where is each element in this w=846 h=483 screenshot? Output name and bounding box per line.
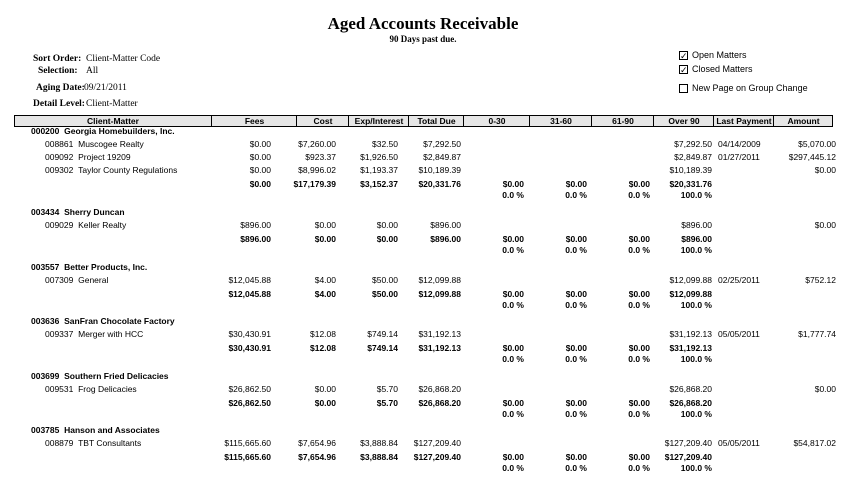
- fees-cell: $0.00: [249, 152, 271, 162]
- total-31-60: $0.00: [565, 452, 587, 462]
- fees-cell: $0.00: [249, 165, 271, 175]
- amount-cell: $752.12: [805, 275, 836, 285]
- detail-level-value: Client-Matter: [86, 99, 138, 109]
- total-61-90: $0.00: [628, 179, 650, 189]
- col-last-payment: Last Payment: [713, 116, 774, 126]
- total-31-60: $0.00: [565, 289, 587, 299]
- pct-31-60: 0.0 %: [565, 354, 587, 364]
- fees-cell: $30,430.91: [228, 329, 271, 339]
- open-matters-checkbox[interactable]: ✓: [680, 51, 688, 61]
- total-0-30: $0.00: [502, 398, 524, 408]
- pct-31-60: 0.0 %: [565, 245, 587, 255]
- pct-over90: 100.0 %: [680, 354, 712, 364]
- over90-cell: $2,849.87: [674, 152, 712, 162]
- col-total-due: Total Due: [408, 116, 464, 126]
- total-over90: $127,209.40: [664, 452, 712, 462]
- over90-cell: $10,189.39: [669, 165, 712, 175]
- closed-matters-label: Closed Matters: [692, 64, 753, 74]
- col-exp-interest: Exp/Interest: [348, 116, 409, 126]
- pct-over90: 100.0 %: [680, 463, 712, 473]
- matter-row-label: 009531 Frog Delicacies: [45, 384, 137, 394]
- matter-row-label: 008879 TBT Consultants: [45, 438, 142, 448]
- pct-61-90: 0.0 %: [628, 245, 650, 255]
- over90-cell: $896.00: [681, 220, 712, 230]
- col-amount: Amount: [773, 116, 833, 126]
- new-page-label: New Page on Group Change: [692, 83, 808, 93]
- total-cost: $17,179.39: [293, 179, 336, 189]
- matter-row-label: 009337 Merger with HCC: [45, 329, 144, 339]
- open-matters-label: Open Matters: [692, 50, 747, 60]
- total-over90: $896.00: [681, 234, 712, 244]
- cost-cell: $0.00: [314, 384, 336, 394]
- total-due: $896.00: [430, 234, 461, 244]
- pct-0-30: 0.0 %: [502, 463, 524, 473]
- total-cell: $26,868.20: [418, 384, 461, 394]
- total-0-30: $0.00: [502, 179, 524, 189]
- matter-row-label: 009029 Keller Realty: [45, 220, 127, 230]
- group-header: 003636 SanFran Chocolate Factory: [31, 316, 175, 326]
- amount-cell: $297,445.12: [788, 152, 836, 162]
- fees-cell: $12,045.88: [228, 275, 271, 285]
- total-0-30: $0.00: [502, 343, 524, 353]
- col-cost: Cost: [296, 116, 349, 126]
- total-cost: $12.08: [310, 343, 336, 353]
- total-due: $31,192.13: [418, 343, 461, 353]
- total-31-60: $0.00: [565, 234, 587, 244]
- total-31-60: $0.00: [565, 398, 587, 408]
- matter-row-label: 009092 Project 19209: [45, 152, 131, 162]
- pct-over90: 100.0 %: [680, 190, 712, 200]
- pct-61-90: 0.0 %: [628, 409, 650, 419]
- total-cell: $31,192.13: [418, 329, 461, 339]
- total-cell: $10,189.39: [418, 165, 461, 175]
- col-fees: Fees: [211, 116, 297, 126]
- col-61-90: 61-90: [591, 116, 654, 126]
- exp-cell: $0.00: [376, 220, 398, 230]
- total-fees: $26,862.50: [228, 398, 271, 408]
- selection-label: Selection:: [38, 66, 78, 76]
- sort-order-value: Client-Matter Code: [86, 54, 161, 64]
- total-over90: $20,331.76: [669, 179, 712, 189]
- total-cell: $7,292.50: [423, 139, 461, 149]
- amount-cell: $0.00: [814, 165, 836, 175]
- last-payment-cell: 04/14/2009: [718, 139, 761, 149]
- exp-cell: $1,926.50: [360, 152, 398, 162]
- exp-cell: $1,193.37: [360, 165, 398, 175]
- total-cell: $127,209.40: [413, 438, 461, 448]
- total-over90: $12,099.88: [669, 289, 712, 299]
- total-cost: $7,654.96: [298, 452, 336, 462]
- over90-cell: $26,868.20: [669, 384, 712, 394]
- report-title: Aged Accounts Receivable: [327, 14, 519, 33]
- total-due: $26,868.20: [418, 398, 461, 408]
- total-31-60: $0.00: [565, 179, 587, 189]
- fees-cell: $26,862.50: [228, 384, 271, 394]
- last-payment-cell: 02/25/2011: [718, 275, 760, 285]
- cost-cell: $7,260.00: [298, 139, 336, 149]
- pct-over90: 100.0 %: [680, 245, 712, 255]
- total-due: $12,099.88: [418, 289, 461, 299]
- total-31-60: $0.00: [565, 343, 587, 353]
- total-61-90: $0.00: [628, 289, 650, 299]
- total-0-30: $0.00: [502, 452, 524, 462]
- total-0-30: $0.00: [502, 234, 524, 244]
- matter-row-label: 007309 General: [45, 275, 109, 285]
- total-61-90: $0.00: [628, 452, 650, 462]
- pct-31-60: 0.0 %: [565, 409, 587, 419]
- total-cell: $12,099.88: [418, 275, 461, 285]
- total-due: $127,209.40: [413, 452, 461, 462]
- col-31-60: 31-60: [529, 116, 592, 126]
- total-exp: $3,152.37: [360, 179, 398, 189]
- total-fees: $0.00: [249, 179, 271, 189]
- cost-cell: $7,654.96: [298, 438, 336, 448]
- pct-61-90: 0.0 %: [628, 300, 650, 310]
- exp-cell: $3,888.84: [360, 438, 398, 448]
- over90-cell: $31,192.13: [669, 329, 712, 339]
- amount-cell: $0.00: [814, 384, 836, 394]
- fees-cell: $115,665.60: [224, 438, 271, 448]
- total-cell: $896.00: [430, 220, 461, 230]
- total-exp: $749.14: [367, 343, 398, 353]
- pct-31-60: 0.0 %: [565, 190, 587, 200]
- last-payment-cell: 01/27/2011: [718, 152, 760, 162]
- group-header: 000200 Georgia Homebuilders, Inc.: [31, 126, 175, 136]
- report-subtitle: 90 Days past due.: [389, 34, 457, 44]
- over90-cell: $7,292.50: [674, 139, 712, 149]
- fees-cell: $0.00: [249, 139, 271, 149]
- total-0-30: $0.00: [502, 289, 524, 299]
- total-cell: $2,849.87: [423, 152, 461, 162]
- selection-value: All: [86, 66, 99, 76]
- group-header: 003785 Hanson and Associates: [31, 425, 160, 435]
- new-page-checkbox[interactable]: [679, 84, 688, 93]
- pct-0-30: 0.0 %: [502, 354, 524, 364]
- total-cost: $0.00: [314, 398, 336, 408]
- fees-cell: $896.00: [240, 220, 271, 230]
- total-61-90: $0.00: [628, 398, 650, 408]
- pct-61-90: 0.0 %: [628, 354, 650, 364]
- total-61-90: $0.00: [628, 343, 650, 353]
- total-exp: $0.00: [376, 234, 398, 244]
- matter-row-label: 009302 Taylor County Regulations: [45, 165, 178, 175]
- amount-cell: $1,777.74: [798, 329, 836, 339]
- over90-cell: $12,099.88: [669, 275, 712, 285]
- total-fees: $12,045.88: [228, 289, 271, 299]
- closed-matters-checkbox[interactable]: ✓: [680, 65, 688, 75]
- cost-cell: $923.37: [305, 152, 336, 162]
- pct-61-90: 0.0 %: [628, 463, 650, 473]
- pct-0-30: 0.0 %: [502, 409, 524, 419]
- exp-cell: $5.70: [376, 384, 398, 394]
- total-fees: $30,430.91: [228, 343, 271, 353]
- amount-cell: $0.00: [814, 220, 836, 230]
- total-cost: $0.00: [314, 234, 336, 244]
- total-over90: $31,192.13: [669, 343, 712, 353]
- cost-cell: $8,996.02: [298, 165, 336, 175]
- pct-over90: 100.0 %: [680, 409, 712, 419]
- cost-cell: $4.00: [314, 275, 336, 285]
- total-exp: $5.70: [376, 398, 398, 408]
- total-exp: $3,888.84: [360, 452, 398, 462]
- amount-cell: $5,070.00: [798, 139, 836, 149]
- exp-cell: $749.14: [367, 329, 398, 339]
- amount-cell: $54,817.02: [793, 438, 836, 448]
- group-header: 003557 Better Products, Inc.: [31, 262, 148, 272]
- matter-row-label: 008861 Muscogee Realty: [45, 139, 144, 149]
- total-fees: $896.00: [240, 234, 271, 244]
- total-due: $20,331.76: [418, 179, 461, 189]
- pct-0-30: 0.0 %: [502, 190, 524, 200]
- group-header: 003699 Southern Fried Delicacies: [31, 371, 169, 381]
- aging-date-value: 09/21/2011: [84, 83, 127, 93]
- pct-31-60: 0.0 %: [565, 463, 587, 473]
- col-0-30: 0-30: [463, 116, 530, 126]
- pct-0-30: 0.0 %: [502, 300, 524, 310]
- last-payment-cell: 05/05/2011: [718, 329, 760, 339]
- col-client-matter: Client-Matter: [87, 116, 139, 126]
- total-exp: $50.00: [372, 289, 398, 299]
- total-61-90: $0.00: [628, 234, 650, 244]
- total-fees: $115,665.60: [224, 452, 271, 462]
- detail-level-label: Detail Level:: [33, 99, 85, 109]
- cost-cell: $12.08: [310, 329, 336, 339]
- total-over90: $26,868.20: [669, 398, 712, 408]
- pct-over90: 100.0 %: [680, 300, 712, 310]
- group-header: 003434 Sherry Duncan: [31, 207, 125, 217]
- col-over-90: Over 90: [653, 116, 714, 126]
- exp-cell: $32.50: [372, 139, 398, 149]
- pct-0-30: 0.0 %: [502, 245, 524, 255]
- cost-cell: $0.00: [314, 220, 336, 230]
- total-cost: $4.00: [314, 289, 336, 299]
- pct-61-90: 0.0 %: [628, 190, 650, 200]
- over90-cell: $127,209.40: [664, 438, 712, 448]
- last-payment-cell: 05/05/2011: [718, 438, 760, 448]
- aging-date-label: Aging Date:: [36, 83, 85, 93]
- sort-order-label: Sort Order:: [33, 54, 82, 64]
- exp-cell: $50.00: [372, 275, 398, 285]
- pct-31-60: 0.0 %: [565, 300, 587, 310]
